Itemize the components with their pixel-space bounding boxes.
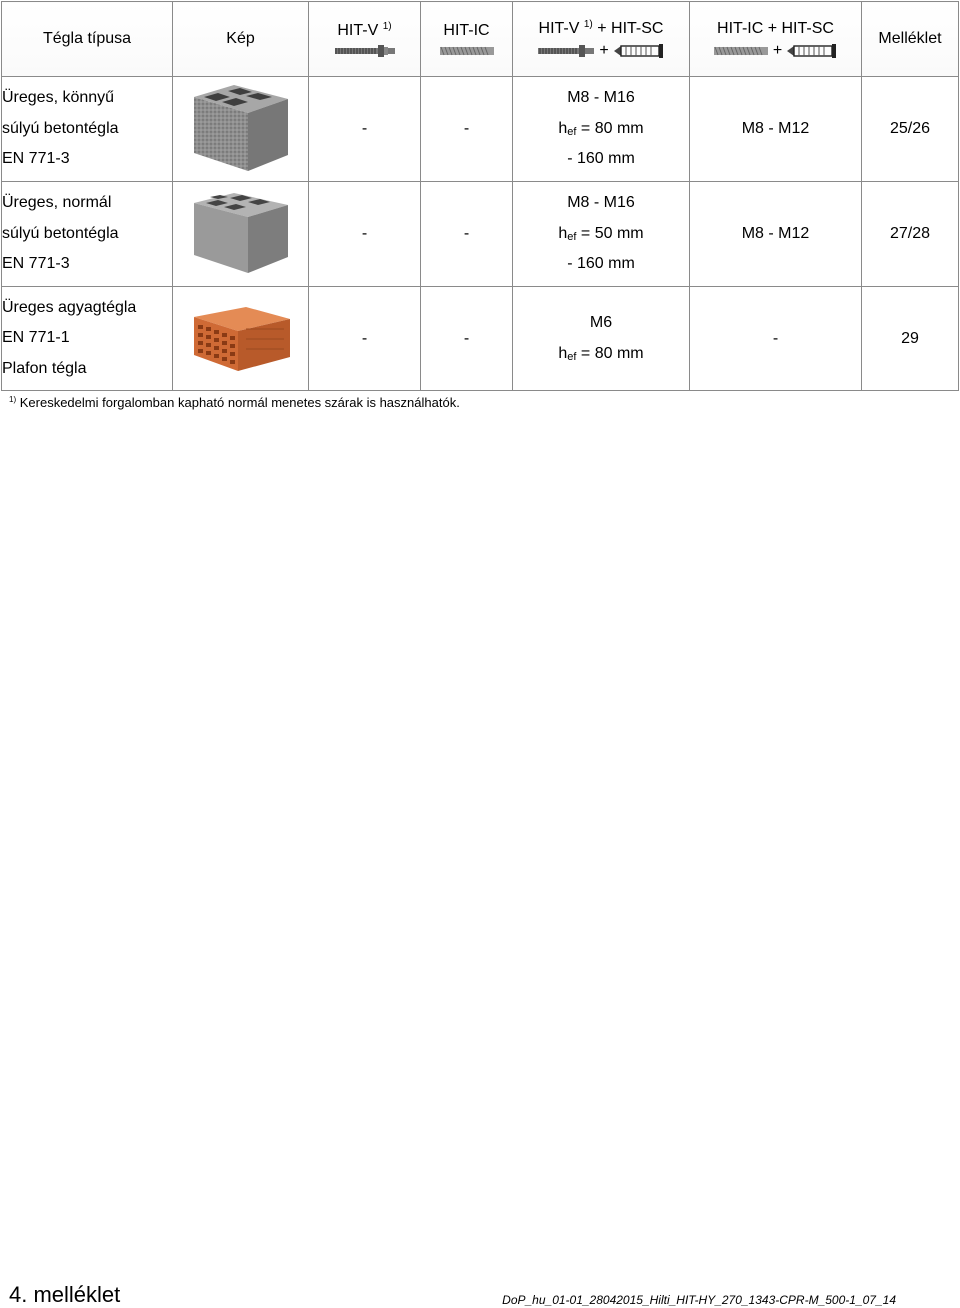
hit-ic-hit-sc-value: M8 - M12 — [690, 77, 862, 182]
hit-v-value: - — [309, 77, 421, 182]
rod-plus-sleeve-icon: + — [513, 42, 689, 60]
hit-v-hit-sc-value: M6 $h_{ef} = 80$ mm — [513, 287, 690, 391]
annex-page-label: 4. melléklet — [9, 1282, 121, 1307]
brick-type-cell: Üreges, normál súlyú betontégla EN 771-3 — [2, 182, 173, 287]
footnote: $^{1)}$ Kereskedelmi forgalomban kapható normál menetes szárak is használhatók. — [9, 395, 460, 410]
header-hit-v: HIT-V $^{1)}$ — [309, 2, 421, 77]
table-row — [2, 287, 959, 391]
normal-concrete-block-icon — [173, 182, 309, 287]
sleeve-plus-sleeve-icon: + — [690, 42, 861, 60]
header-annex: Melléklet — [862, 2, 959, 77]
annex-value: 25/26 — [862, 77, 959, 182]
clay-brick-icon — [173, 287, 309, 391]
header-hit-ic: HIT-IC — [421, 2, 513, 77]
brick-type-table — [1, 1, 959, 391]
brick-type-cell: Üreges, könnyű súlyú betontégla EN 771-3 — [2, 77, 173, 182]
hit-ic-hit-sc-value: M8 - M12 — [690, 182, 862, 287]
hit-v-value: - — [309, 287, 421, 391]
hit-ic-hit-sc-value: - — [690, 287, 862, 391]
hit-ic-value: - — [421, 182, 513, 287]
threaded-rod-icon — [309, 44, 420, 58]
table-row — [2, 182, 959, 287]
internal-sleeve-icon — [421, 44, 512, 58]
annex-value: 27/28 — [862, 182, 959, 287]
header-hit-ic-hit-sc: HIT-IC + HIT-SC + — [690, 2, 862, 77]
table-row — [2, 77, 959, 182]
hit-ic-value: - — [421, 77, 513, 182]
light-concrete-block-icon — [173, 77, 309, 182]
table-header-row — [2, 2, 959, 77]
hit-v-value: - — [309, 182, 421, 287]
header-brick-type: Tégla típusa — [2, 2, 173, 77]
hit-ic-value: - — [421, 287, 513, 391]
header-hit-v-hit-sc: HIT-V $^{1)}$ + HIT-SC + — [513, 2, 690, 77]
annex-value: 29 — [862, 287, 959, 391]
brick-type-cell: Üreges agyagtégla EN 771-1 Plafon tégla — [2, 287, 173, 391]
hit-v-hit-sc-value: M8 - M16 $h_{ef} = 80$ mm - 160 mm — [513, 77, 690, 182]
document-id: DoP_hu_01-01_28042015_Hilti_HIT-HY_270_1343-CPR-M_500-1_07_14 — [502, 1293, 896, 1307]
hit-v-hit-sc-value: M8 - M16 $h_{ef} = 50$ mm - 160 mm — [513, 182, 690, 287]
header-image: Kép — [173, 2, 309, 77]
